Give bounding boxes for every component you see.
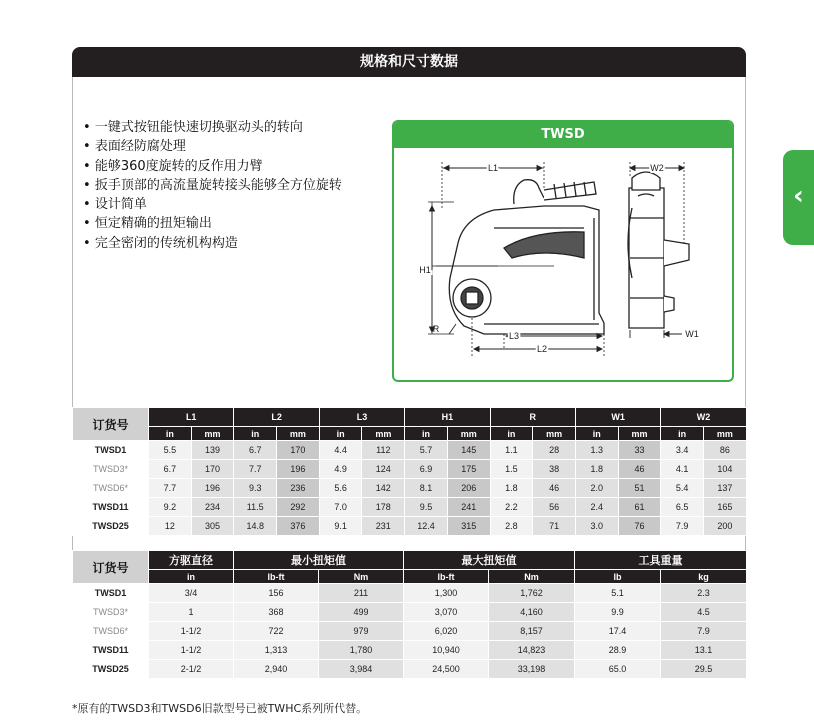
table-cell: 499 [319, 603, 404, 622]
table-cell: 6.7 [234, 441, 277, 460]
model-cell: TWSD25 [73, 660, 149, 679]
table-cell: 137 [704, 479, 747, 498]
table-cell: 7.0 [319, 498, 362, 517]
table-cell: 29.5 [661, 660, 747, 679]
table-cell: 211 [319, 584, 404, 603]
table-cell: 5.1 [575, 584, 661, 603]
table-cell: 5.5 [149, 441, 192, 460]
table-cell: 104 [704, 460, 747, 479]
table-cell: 1.8 [490, 479, 533, 498]
model-column-header: 订货号 [73, 408, 149, 441]
table-cell: 17.4 [575, 622, 661, 641]
table-cell: 200 [704, 517, 747, 536]
table-row [73, 441, 747, 460]
table-cell: 1,780 [319, 641, 404, 660]
table-row [73, 460, 747, 479]
table-row [73, 641, 747, 660]
table-cell: 1.8 [575, 460, 618, 479]
table-cell: 2.4 [575, 498, 618, 517]
table-cell: 305 [191, 517, 234, 536]
table-row [73, 660, 747, 679]
unit-header: mm [533, 427, 576, 441]
table-cell: 6.9 [405, 460, 448, 479]
table-cell: 38 [533, 460, 576, 479]
table-cell: 1.1 [490, 441, 533, 460]
model-cell: TWSD3* [73, 460, 149, 479]
feature-item: • 表面经防腐处理 [83, 137, 342, 156]
table-cell: 236 [277, 479, 320, 498]
table-cell: 241 [447, 498, 490, 517]
table-cell: 6.7 [149, 460, 192, 479]
unit-header: in [405, 427, 448, 441]
table-cell: 14,823 [489, 641, 575, 660]
table-cell: 4.9 [319, 460, 362, 479]
model-cell: TWSD11 [73, 498, 149, 517]
table-cell: 9.3 [234, 479, 277, 498]
table-cell: 196 [191, 479, 234, 498]
table-cell: 231 [362, 517, 405, 536]
group-header: 方驱直径 [149, 551, 234, 570]
table-cell: 76 [618, 517, 661, 536]
table-row [73, 517, 747, 536]
table-cell: 7.9 [661, 622, 747, 641]
table-cell: 46 [618, 460, 661, 479]
dim-label-l2: L2 [536, 344, 548, 354]
model-cell: TWSD6* [73, 479, 149, 498]
feature-item: • 一键式按钮能快速切换驱动头的转向 [83, 118, 342, 137]
unit-header: mm [277, 427, 320, 441]
dim-label-l1: L1 [487, 163, 499, 173]
table-cell: 24,500 [404, 660, 489, 679]
model-cell: TWSD3* [73, 603, 149, 622]
group-header: L3 [319, 408, 404, 427]
table-cell: 12 [149, 517, 192, 536]
unit-header: in [661, 427, 704, 441]
table-cell: 165 [704, 498, 747, 517]
table-cell: 142 [362, 479, 405, 498]
unit-header: mm [362, 427, 405, 441]
table-cell: 368 [234, 603, 319, 622]
feature-list [83, 118, 342, 253]
unit-header: in [234, 427, 277, 441]
table-cell: 4.1 [661, 460, 704, 479]
wrench-body-outline [449, 206, 604, 334]
feature-item: • 能够360度旋转的反作用力臂 [83, 157, 342, 176]
table-row [73, 584, 747, 603]
table-cell: 234 [191, 498, 234, 517]
unit-header: lb-ft [404, 570, 489, 584]
table-cell: 170 [191, 460, 234, 479]
unit-header: in [319, 427, 362, 441]
table-cell: 65.0 [575, 660, 661, 679]
group-header: 最小扭矩值 [234, 551, 404, 570]
table-cell: 112 [362, 441, 405, 460]
table-cell: 1,300 [404, 584, 489, 603]
dimension-diagram [392, 120, 734, 382]
table-cell: 5.7 [405, 441, 448, 460]
table-cell: 5.4 [661, 479, 704, 498]
side-collapse-tab[interactable] [783, 150, 814, 245]
unit-header: lb-ft [234, 570, 319, 584]
table-cell: 14.8 [234, 517, 277, 536]
table-cell: 979 [319, 622, 404, 641]
table-cell: 9.1 [319, 517, 362, 536]
table-cell: 3,070 [404, 603, 489, 622]
table-row [73, 603, 747, 622]
model-cell: TWSD1 [73, 584, 149, 603]
table-cell: 71 [533, 517, 576, 536]
table-row [73, 479, 747, 498]
torque-table [72, 550, 747, 679]
table-cell: 2.8 [490, 517, 533, 536]
group-header: W1 [575, 408, 660, 427]
table-cell: 86 [704, 441, 747, 460]
chevron-left-icon: ‹ [793, 181, 804, 211]
intro-section [72, 77, 746, 407]
table-cell: 196 [277, 460, 320, 479]
unit-header: kg [661, 570, 747, 584]
unit-header: in [149, 427, 192, 441]
feature-item: • 设计简单 [83, 195, 342, 214]
group-header: 最大扭矩值 [404, 551, 575, 570]
table-spacer [72, 536, 746, 550]
table-cell: 292 [277, 498, 320, 517]
table-cell: 3,984 [319, 660, 404, 679]
table-cell: 139 [191, 441, 234, 460]
table-cell: 7.7 [149, 479, 192, 498]
table-cell: 28 [533, 441, 576, 460]
section-title: 规格和尺寸数据 [72, 47, 746, 77]
unit-header: Nm [319, 570, 404, 584]
table-cell: 156 [234, 584, 319, 603]
unit-header: mm [618, 427, 661, 441]
table-cell: 170 [277, 441, 320, 460]
table-cell: 8.1 [405, 479, 448, 498]
table-cell: 124 [362, 460, 405, 479]
table-cell: 5.6 [319, 479, 362, 498]
table-cell: 9.5 [405, 498, 448, 517]
table-cell: 13.1 [661, 641, 747, 660]
table-cell: 9.2 [149, 498, 192, 517]
group-header: R [490, 408, 575, 427]
group-header: L1 [149, 408, 234, 427]
unit-header: Nm [489, 570, 575, 584]
table-cell: 315 [447, 517, 490, 536]
table-cell: 8,157 [489, 622, 575, 641]
table-cell: 1.5 [490, 460, 533, 479]
table-cell: 4.4 [319, 441, 362, 460]
table-cell: 1,313 [234, 641, 319, 660]
table-cell: 33,198 [489, 660, 575, 679]
table-cell: 1-1/2 [149, 641, 234, 660]
table-row [73, 498, 747, 517]
table-cell: 206 [447, 479, 490, 498]
table-cell: 61 [618, 498, 661, 517]
feature-item: • 恒定精确的扭矩输出 [83, 214, 342, 233]
model-column-header: 订货号 [73, 551, 149, 584]
footnote: *原有的TWSD3和TWSD6旧款型号已被TWHC系列所代替。 [72, 702, 368, 715]
table-cell: 3/4 [149, 584, 234, 603]
table-cell: 33 [618, 441, 661, 460]
table-cell: 9.9 [575, 603, 661, 622]
table-cell: 10,940 [404, 641, 489, 660]
model-cell: TWSD25 [73, 517, 149, 536]
table-cell: 722 [234, 622, 319, 641]
unit-header: mm [704, 427, 747, 441]
unit-header: lb [575, 570, 661, 584]
group-header: 工具重量 [575, 551, 747, 570]
model-cell: TWSD11 [73, 641, 149, 660]
table-cell: 6,020 [404, 622, 489, 641]
feature-item: • 完全密闭的传统机构构造 [83, 234, 342, 253]
dim-label-l3: L3 [508, 331, 520, 341]
table-cell: 1 [149, 603, 234, 622]
unit-header: in [490, 427, 533, 441]
group-header: H1 [405, 408, 490, 427]
wrench-drawing [394, 148, 734, 382]
table-cell: 3.0 [575, 517, 618, 536]
table-cell: 56 [533, 498, 576, 517]
group-header: L2 [234, 408, 319, 427]
table-cell: 4.5 [661, 603, 747, 622]
table-cell: 2,940 [234, 660, 319, 679]
group-header: W2 [661, 408, 746, 427]
table-cell: 1-1/2 [149, 622, 234, 641]
table-cell: 2.3 [661, 584, 747, 603]
spec-sheet [72, 47, 746, 679]
diagram-title: TWSD [394, 122, 732, 148]
unit-header: in [149, 570, 234, 584]
table-cell: 145 [447, 441, 490, 460]
table-cell: 7.9 [661, 517, 704, 536]
table-cell: 1.3 [575, 441, 618, 460]
dim-label-w2: W2 [650, 163, 664, 173]
dimensions-table [72, 407, 747, 536]
feature-item: • 扳手顶部的高流量旋转接头能够全方位旋转 [83, 176, 342, 195]
unit-header: in [575, 427, 618, 441]
dim-label-r: R [432, 324, 440, 334]
table-row [73, 622, 747, 641]
table-cell: 46 [533, 479, 576, 498]
table-cell: 3.4 [661, 441, 704, 460]
table-cell: 51 [618, 479, 661, 498]
table-cell: 11.5 [234, 498, 277, 517]
table-cell: 7.7 [234, 460, 277, 479]
table-cell: 4,160 [489, 603, 575, 622]
table-cell: 178 [362, 498, 405, 517]
dim-label-w1: W1 [685, 329, 699, 339]
table-cell: 376 [277, 517, 320, 536]
dim-label-h1: H1 [419, 265, 431, 275]
table-cell: 28.9 [575, 641, 661, 660]
table-cell: 1,762 [489, 584, 575, 603]
table-cell: 2.0 [575, 479, 618, 498]
table-cell: 175 [447, 460, 490, 479]
table-cell: 2.2 [490, 498, 533, 517]
model-cell: TWSD6* [73, 622, 149, 641]
unit-header: mm [447, 427, 490, 441]
table-cell: 6.5 [661, 498, 704, 517]
unit-header: mm [191, 427, 234, 441]
table-cell: 12.4 [405, 517, 448, 536]
table-cell: 2-1/2 [149, 660, 234, 679]
model-cell: TWSD1 [73, 441, 149, 460]
